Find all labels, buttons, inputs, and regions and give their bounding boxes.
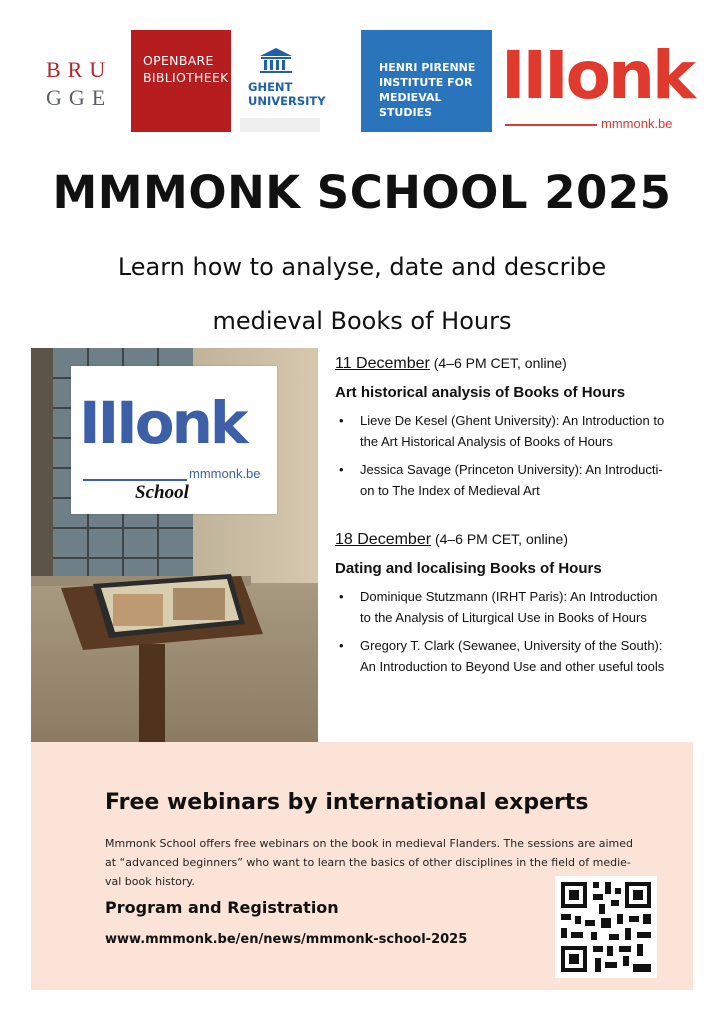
session-2 [335, 531, 695, 677]
session-title: Dating and localising Books of Hours [335, 560, 602, 577]
talk-line: Lieve De Kesel (Ghent University): An Introduction to [360, 413, 665, 428]
session-1 [335, 355, 695, 501]
footer-body-line: Mmmonk School offers free webinars on the book in medieval Flanders. The sessions are aimed [105, 837, 633, 850]
qr-code-icon[interactable] [555, 876, 657, 978]
talk-line: on to The Index of Medieval Art [360, 483, 540, 498]
bullet-icon: • [339, 638, 344, 653]
footer-body-line: val book history. [105, 875, 195, 888]
talk-item [335, 410, 695, 452]
pirenne-line1: HENRI PIRENNE [379, 61, 476, 74]
card-url: mmmonk.be [189, 466, 261, 481]
session-time: (4–6 PM CET, online) [433, 355, 567, 371]
ghent-line2: UNIVERSITY [248, 94, 326, 108]
talk-item [335, 635, 695, 677]
session-date [335, 531, 695, 549]
pirenne-institute-logo [361, 30, 492, 132]
webinar-info-panel [31, 742, 693, 990]
subtitle [40, 240, 684, 348]
subtitle-line1: Learn how to analyse, date and describe [117, 253, 607, 281]
brugge-line1: BRU [46, 57, 113, 82]
mmmonk-underline [505, 124, 597, 126]
program-list [335, 355, 695, 707]
talk-line: Jessica Savage (Princeton University): An Introducti- [360, 462, 663, 477]
mmmonk-wordmark: IIIonk [501, 37, 693, 114]
pirenne-line2: INSTITUTE FOR [379, 76, 473, 89]
bullet-icon: • [339, 413, 344, 428]
pirenne-line3: MEDIEVAL STUDIES [379, 91, 442, 119]
ghent-building-icon [256, 46, 296, 74]
footer-heading: Free webinars by international experts [105, 790, 589, 815]
card-underline [83, 479, 187, 481]
session-title: Art historical analysis of Books of Hours [335, 384, 626, 401]
bullet-icon: • [339, 462, 344, 477]
ghent-logo-bar [240, 118, 320, 132]
program-registration-label: Program and Registration [105, 898, 339, 917]
footer-body-line: at “advanced beginners” who want to learn the basics of other disciplines in the field of medie- [105, 856, 631, 869]
mmmonk-school-card [71, 366, 277, 514]
session-day: 11 December [335, 355, 430, 372]
brugge-line2: GGE [46, 85, 113, 110]
talk-line: An Introduction to Beyond Use and other useful tools [360, 659, 665, 674]
talk-item [335, 586, 695, 628]
bullet-icon: • [339, 589, 344, 604]
talk-line: to the Analysis of Liturgical Use in Books of Hours [360, 610, 647, 625]
page-title: MMMONK SCHOOL 2025 [52, 166, 672, 219]
session-date [335, 355, 695, 373]
talk-line: the Art Historical Analysis of Books of Hours [360, 434, 613, 449]
library-line2: BIBLIOTHEEK [143, 70, 229, 85]
registration-url[interactable]: www.mmmonk.be/en/news/mmmonk-school-2025 [105, 932, 468, 947]
library-line1: OPENBARE [143, 53, 214, 68]
subtitle-line2: medieval Books of Hours [212, 307, 512, 335]
session-day: 18 December [335, 531, 432, 548]
ghent-line1: GHENT [248, 80, 293, 94]
talk-item [335, 459, 695, 501]
talk-line: Dominique Stutzmann (IRHT Paris): An Introduction [360, 589, 658, 604]
mmmonk-logo [501, 32, 691, 132]
lectern-photo [31, 348, 318, 742]
mmmonk-url: mmmonk.be [601, 116, 673, 131]
talk-line: Gregory T. Clark (Sewanee, University of the South): [360, 638, 663, 653]
session-time: (4–6 PM CET, online) [434, 531, 568, 547]
brugge-logo [46, 56, 118, 112]
card-school-label: School [135, 482, 189, 503]
ghent-university-logo [248, 46, 328, 108]
card-wordmark: IIIonk [79, 389, 246, 457]
library-logo [131, 30, 231, 132]
